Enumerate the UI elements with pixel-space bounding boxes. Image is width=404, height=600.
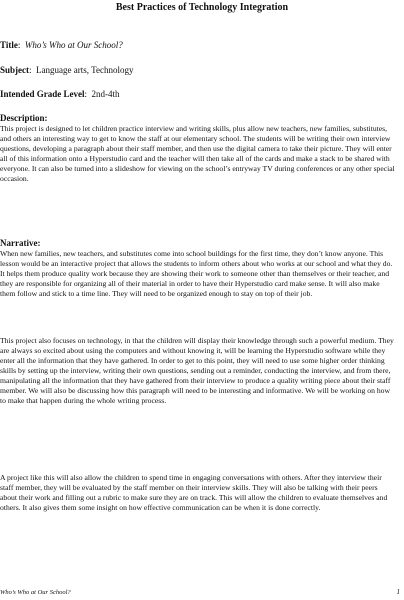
subject-value: Language arts, Technology bbox=[36, 65, 134, 75]
description-heading-text: Description bbox=[0, 113, 45, 123]
document-title: Best Practices of Technology Integration bbox=[115, 2, 289, 13]
subject-colon: : bbox=[29, 65, 37, 75]
subject-field bbox=[0, 65, 133, 76]
title-label: Title bbox=[0, 40, 18, 50]
subject-label: Subject bbox=[0, 65, 29, 75]
narrative-heading bbox=[0, 238, 40, 249]
title-colon: : bbox=[17, 40, 25, 50]
footer-title: Who’s Who at Our School? bbox=[0, 589, 71, 596]
grade-field bbox=[0, 89, 120, 100]
grade-colon: : bbox=[84, 89, 92, 99]
footer-page-number: 1 bbox=[396, 588, 400, 596]
narrative-paragraph-1: When new families, new teachers, and substitutes come into school buildings for the first time, they don’t know anyone. This lesson would be an interactive project that allows the students to inform others about who works at our school and what they do. It helps them produce quality work because they are showing their work to someone other than themselves or their teacher, and they are responsible for organizing all of their material in order to have their Hyperstudio card make sense. It will also make them follow and stick to a time line. They will need to be organized enough to stay on top of their job. bbox=[0, 249, 393, 298]
narrative-paragraph-2: This project also focuses on technology, in that the children will display their knowledge through such a powerful medium. They are always so excited about using the computers and without knowing it, will be learning the Hyperstudio software while they enter all the information that they have gathered. In order to get to this point, they will need to use some higher order thinking skills by setting up the interview, writing their own questions, sending out a reminder, conducting the interview, and from there, manipulating all the information that they have gathered from their interview to produce a quality writing piece about their staff member. We will also be discussing how this paragraph will need to be interesting and informative. We will be working on how to make that happen during the whole writing process. bbox=[0, 336, 394, 405]
description-heading bbox=[0, 113, 48, 124]
narrative-paragraph-3: A project like this will also allow the children to spend time in engaging conversations with others. After they interview their staff member, they will be evaluated by the staff member on their interview skills. They will also be talking with their peers about their work and filling out a rubric to make sure they are on track. This will allow the children to evaluate themselves and others. It also gives them some insight on how effective communication can be when it is done correctly. bbox=[0, 473, 388, 512]
grade-value: 2nd-4th bbox=[91, 89, 120, 99]
grade-label: Intended Grade Level bbox=[0, 89, 85, 99]
description-paragraph: This project is designed to let children practice interview and writing skills, plus allow new teachers, new families, substitutes, and others an interesting way to get to know the staff at our elementary school. The students will be writing their own interview questions, developing a paragraph about their staff member, and then use the digital camera to take their picture. They will enter all of this information onto a Hyperstudio card and the teacher will then take all of the cards and make a stack to be shared with everyone. It can also be turned into a slideshow for viewing on the school’s entryway TV during conferences or any other special occasion. bbox=[0, 124, 395, 183]
narrative-heading-colon: : bbox=[37, 238, 41, 248]
title-field bbox=[0, 40, 123, 51]
narrative-heading-text: Narrative bbox=[0, 238, 38, 248]
title-value: Who’s Who at Our School? bbox=[24, 40, 123, 50]
description-heading-colon: : bbox=[44, 113, 48, 123]
